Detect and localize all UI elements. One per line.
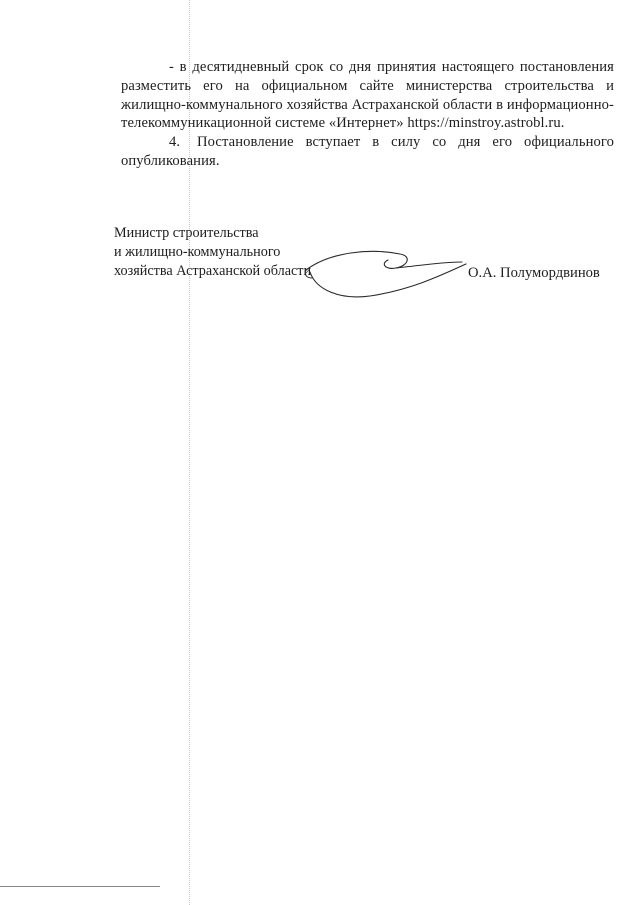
signatory-position [114, 224, 311, 281]
clause-text: Постановление вступает в силу со дня его официального опубликования. [121, 134, 614, 169]
paragraph-publication-order: - в десятидневный срок со дня принятия настоящего постановления разместить его на официальном сайте министерства строительства и жилищно-коммунального хозяйства Астраханской области в информационно-телекоммуникационной системе «Интернет» https://minstroy.astrobl.ru. [121, 59, 614, 132]
scan-edge-line [0, 886, 160, 887]
handwritten-signature [300, 244, 470, 304]
position-line-3: хозяйства Астраханской области [114, 263, 312, 279]
signer-name: О.А. Полумордвинов [468, 265, 600, 281]
paragraph-clause-4 [121, 133, 614, 171]
position-line-1: Министр строительства [114, 225, 259, 241]
decree-body-text [121, 58, 614, 171]
clause-number: 4. [169, 134, 181, 151]
position-line-2: и жилищно-коммунального [114, 244, 281, 260]
